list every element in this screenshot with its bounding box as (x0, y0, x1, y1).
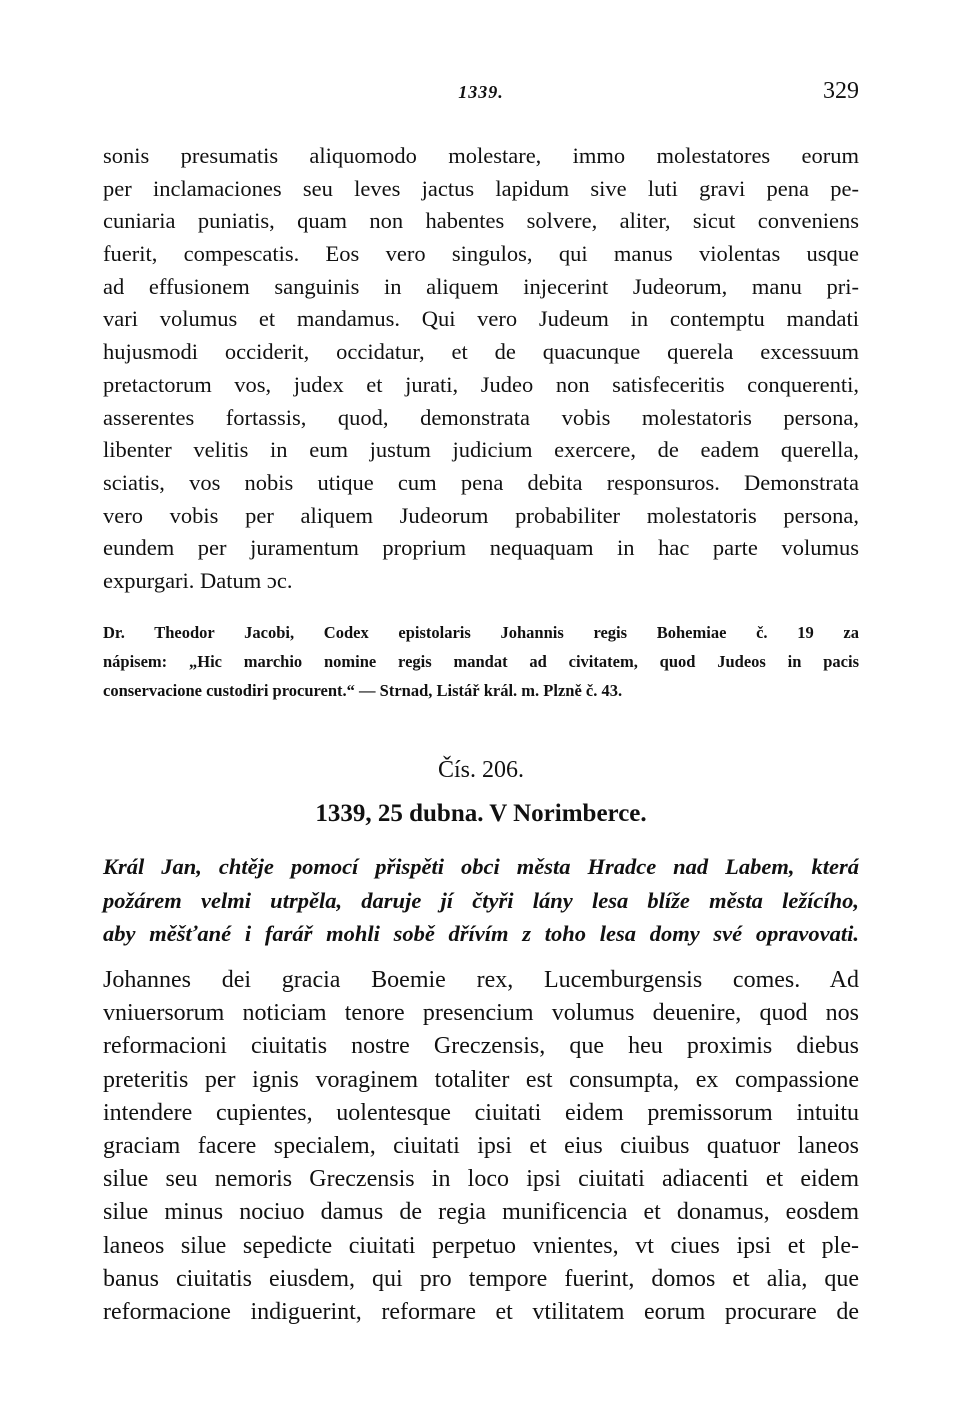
text-line: libenter velitis in eum justum judicium exercere, de eadem querella, (103, 437, 859, 463)
text-line: vniuersorum noticiam tenore presencium volumus deuenire, quod nos (103, 1000, 859, 1027)
text-line: per inclamaciones seu leves jactus lapidum sive luti gravi pena pe- (103, 175, 859, 201)
text-line: sonis presumatis aliquomodo molestare, immo molestatores eorum (103, 143, 859, 168)
text-line: graciam facere specialem, ciuitati ipsi et eius ciuibus quatuor laneos (103, 1132, 859, 1159)
page-number: 329 (823, 78, 859, 104)
text-line: fuerit, compescatis. Eos vero singulos, qui manus violentas usque (103, 241, 859, 267)
text-line: eundem per juramentum proprium nequaquam in hac parte volumus (103, 535, 859, 561)
text-line: ad effusionem sanguinis in aliquem injecerint Judeorum, manu pri- (103, 273, 859, 299)
text-line: Johannes dei gracia Boemie rex, Lucemburgensis comes. Ad (103, 967, 859, 993)
document-number: Čís. 206. (437, 757, 524, 783)
text-line: reformacioni ciuitatis nostre Greczensis, que heu proximis diebus (103, 1033, 859, 1060)
text-line: laneos silue sepedicte ciuitati perpetuo vnientes, vt ciues ipsi et ple- (103, 1232, 859, 1259)
text-line: silue minus nociuo damus de regia munificencia et donamus, eosdem (103, 1199, 859, 1226)
text-line: vero vobis per aliquem Judeorum probabiliter molestatoris persona, (103, 502, 859, 528)
regest-line: aby měšťané i farář mohli sobě dřívím z toho lesa domy své opravovati. (103, 921, 859, 946)
document-text (103, 964, 859, 1329)
text-line: sciatis, vos nobis utique cum pena debita responsuros. Demonstrata (103, 469, 859, 495)
text-line: hujusmodi occiderit, occidatur, et de quacunque querela excessuum (103, 339, 859, 365)
document-heading: 1339, 25 dubna. V Norimberce. (315, 800, 647, 827)
regest-line: požárem velmi utrpěla, daruje jí čtyři lány lesa blíže města ležícího, (103, 887, 859, 913)
text-line: intendere cupientes, uolentesque ciuitati eidem premissorum intuitu (103, 1099, 859, 1126)
note-line: Dr. Theodor Jacobi, Codex epistolaris Johannis regis Bohemiae č. 19 za (103, 623, 859, 642)
text-line: cuniaria puniatis, quam non habentes solvere, aliter, sicut conveniens (103, 208, 859, 234)
text-line: reformacione indiguerint, reformare et vtilitatem eorum procurare de (103, 1298, 859, 1325)
text-line: asserentes fortassis, quod, demonstrata vobis molestatoris persona, (103, 404, 859, 430)
text-line: pretactorum vos, judex et jurati, Judeo non satisfeceritis conquerenti, (103, 371, 859, 397)
running-head-year: 1339. (458, 82, 504, 102)
note-line: nápisem: „Hic marchio nomine regis mandat ad civitatem, quod Judeos in pacis (103, 652, 859, 671)
document-regest (103, 850, 859, 951)
text-line: vari volumus et mandamus. Qui vero Judeum in contemptu mandati (103, 306, 859, 332)
text-line: banus ciuitatis eiusdem, qui pro tempore fuerint, domos et alia, que (103, 1265, 859, 1292)
text-line: preteritis per ignis voraginem totaliter est consumpta, ex compassione (103, 1066, 859, 1093)
note-line: conservacione custodiri procurent.“ — Strnad, Listář král. m. Plzně č. 43. (103, 681, 623, 700)
body-text-continuation (103, 140, 859, 598)
text-line: expurgari. Datum ɔc. (103, 567, 293, 593)
regest-line: Král Jan, chtěje pomocí přispěti obci města Hradce nad Labem, která (103, 854, 859, 879)
source-note (103, 618, 859, 705)
text-line: silue seu nemoris Greczensis in loco ipsi ciuitati adiacenti et eidem (103, 1166, 859, 1193)
page-header (103, 78, 859, 108)
